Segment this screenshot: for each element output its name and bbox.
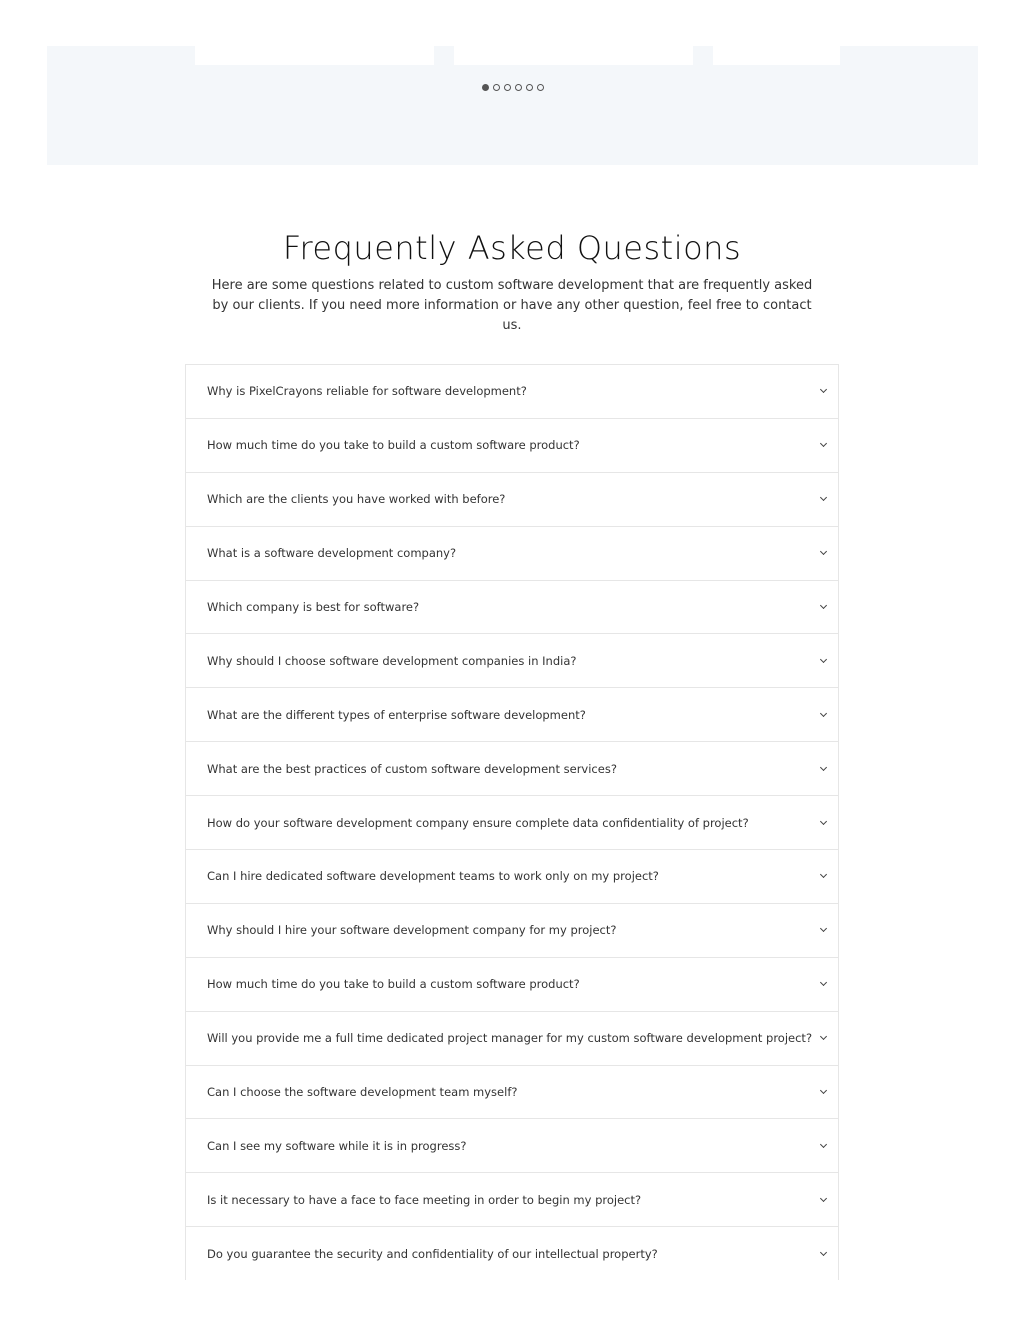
chevron-down-icon[interactable] bbox=[820, 1195, 827, 1202]
faq-question: How much time do you take to build a custom software product? bbox=[207, 438, 580, 453]
chevron-down-icon[interactable] bbox=[820, 440, 827, 447]
faq-question: What is a software development company? bbox=[207, 546, 457, 561]
carousel-dot[interactable] bbox=[482, 84, 489, 91]
carousel-dot[interactable] bbox=[526, 84, 533, 91]
faq-question: How do your software development company ensure complete data confidentiality of project? bbox=[207, 815, 749, 830]
faq-question: Is it necessary to have a face to face meeting in order to begin my project? bbox=[207, 1192, 642, 1207]
chevron-down-icon[interactable] bbox=[820, 1141, 827, 1148]
carousel-dot[interactable] bbox=[493, 84, 500, 91]
chevron-down-icon[interactable] bbox=[820, 871, 827, 878]
faq-question: Why should I choose software development companies in India? bbox=[207, 653, 577, 668]
faq-item[interactable] bbox=[186, 473, 838, 527]
chevron-down-icon[interactable] bbox=[820, 494, 827, 501]
faq-question: Do you guarantee the security and confidentiality of our intellectual property? bbox=[207, 1246, 658, 1261]
chevron-down-icon[interactable] bbox=[820, 764, 827, 771]
faq-question: Can I choose the software development team myself? bbox=[207, 1085, 518, 1100]
faq-subtitle: Here are some questions related to custom software development that are frequently asked by our clients. If you need more information or have any other question, feel free to contact us. bbox=[211, 278, 813, 333]
faq-item[interactable] bbox=[186, 688, 838, 742]
faq-question: Which are the clients you have worked with before? bbox=[207, 492, 506, 507]
chevron-down-icon[interactable] bbox=[820, 1249, 827, 1256]
chevron-down-icon[interactable] bbox=[820, 979, 827, 986]
chevron-down-icon[interactable] bbox=[820, 602, 827, 609]
faq-question: How much time do you take to build a custom software product? bbox=[207, 977, 580, 992]
page-title: Frequently Asked Questions bbox=[282, 229, 742, 267]
faq-header bbox=[0, 228, 1024, 336]
faq-question: Can I see my software while it is in progress? bbox=[207, 1138, 467, 1153]
carousel-dot[interactable] bbox=[515, 84, 522, 91]
testimonial-carousel bbox=[47, 46, 978, 165]
faq-item[interactable] bbox=[186, 958, 838, 1012]
carousel-card[interactable] bbox=[713, 46, 840, 65]
faq-question: Why should I hire your software development company for my project? bbox=[207, 923, 617, 938]
faq-accordion bbox=[185, 364, 839, 1280]
faq-item[interactable] bbox=[186, 365, 838, 419]
chevron-down-icon[interactable] bbox=[820, 656, 827, 663]
chevron-down-icon[interactable] bbox=[820, 548, 827, 555]
chevron-down-icon[interactable] bbox=[820, 386, 827, 393]
carousel-card[interactable] bbox=[454, 46, 693, 65]
faq-question: Will you provide me a full time dedicated project manager for my custom software development project? bbox=[207, 1031, 813, 1046]
carousel-dot[interactable] bbox=[504, 84, 511, 91]
faq-item[interactable] bbox=[186, 796, 838, 850]
carousel-pagination bbox=[47, 84, 978, 91]
chevron-down-icon[interactable] bbox=[820, 925, 827, 932]
faq-item[interactable] bbox=[186, 581, 838, 635]
faq-question: What are the different types of enterprise software development? bbox=[207, 707, 586, 722]
chevron-down-icon[interactable] bbox=[820, 710, 827, 717]
faq-item[interactable] bbox=[186, 419, 838, 473]
faq-item[interactable] bbox=[186, 742, 838, 796]
faq-item[interactable] bbox=[186, 850, 838, 904]
faq-item[interactable] bbox=[186, 904, 838, 958]
faq-question: What are the best practices of custom software development services? bbox=[207, 761, 617, 776]
faq-item[interactable] bbox=[186, 1119, 838, 1173]
faq-item[interactable] bbox=[186, 1012, 838, 1066]
faq-item[interactable] bbox=[186, 1173, 838, 1227]
faq-item[interactable] bbox=[186, 1066, 838, 1120]
faq-question: Which company is best for software? bbox=[207, 600, 420, 614]
carousel-card[interactable] bbox=[195, 46, 434, 65]
faq-question: Why is PixelCrayons reliable for software development? bbox=[207, 384, 527, 399]
faq-item[interactable] bbox=[186, 1227, 838, 1280]
faq-item[interactable] bbox=[186, 634, 838, 688]
carousel-dot[interactable] bbox=[537, 84, 544, 91]
chevron-down-icon[interactable] bbox=[820, 1033, 827, 1040]
faq-question: Can I hire dedicated software development teams to work only on my project? bbox=[207, 869, 659, 884]
chevron-down-icon[interactable] bbox=[820, 1087, 827, 1094]
chevron-down-icon[interactable] bbox=[820, 818, 827, 825]
faq-item[interactable] bbox=[186, 527, 838, 581]
